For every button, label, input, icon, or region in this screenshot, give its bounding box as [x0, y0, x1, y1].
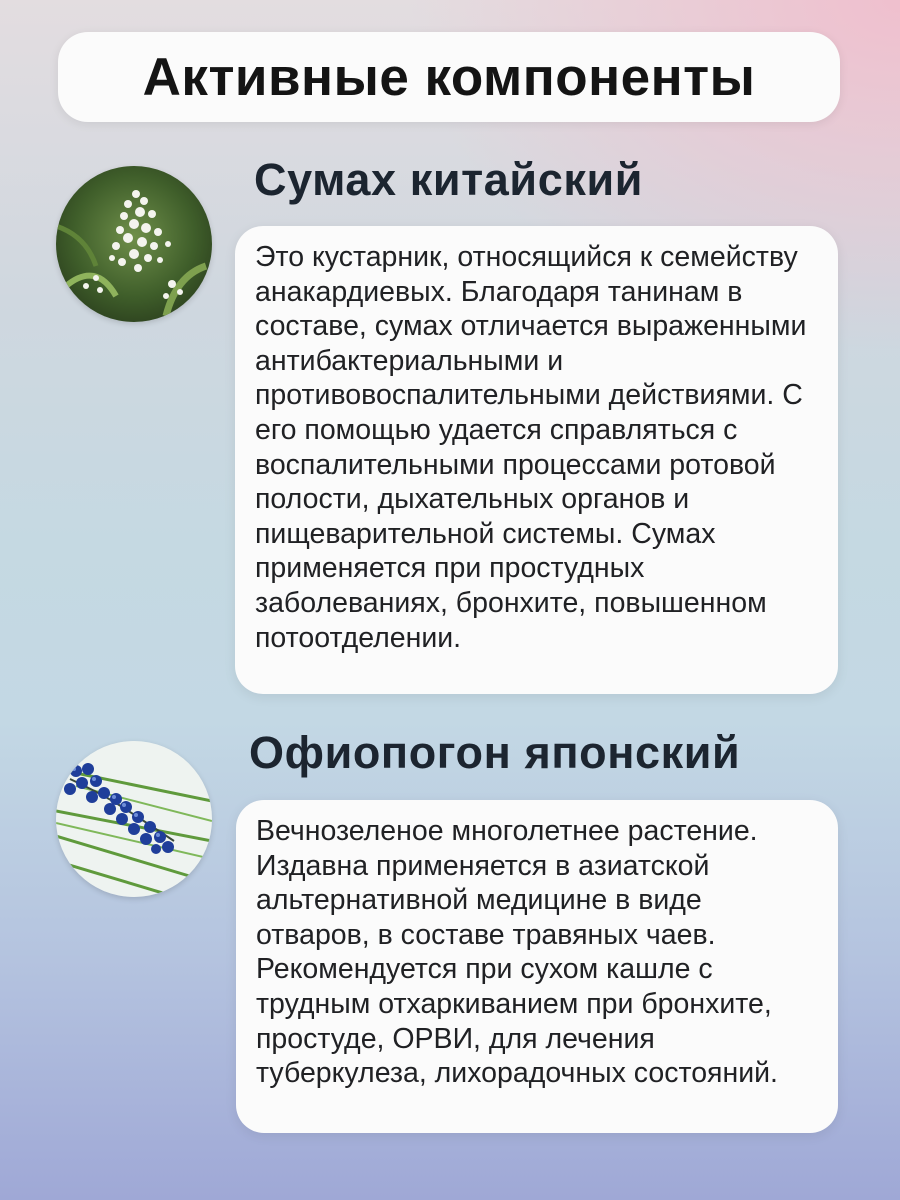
ophiopogon-description-card — [236, 800, 838, 1133]
sumac-description-card — [235, 226, 838, 694]
page-title: Активные компоненты — [142, 47, 756, 107]
section-heading-sumac: Сумах китайский — [254, 154, 643, 205]
ophiopogon-description: Вечнозеленое многолетнее растение. Издавна применяется в азиатской альтернативной медицине в виде отваров, в составе травяных чаев. Рекомендуется при сухом кашле с трудным отхаркиванием при бронхите, простуде, ОРВИ, для лечения туберкулеза, лихорадочных состояний. — [256, 815, 778, 1090]
ophiopogon-berries-photo — [56, 741, 212, 897]
section-heading-ophiopogon: Офиопогон японский — [249, 727, 741, 778]
sumac-flower-photo — [56, 166, 212, 322]
title-banner — [58, 32, 840, 122]
sumac-description: Это кустарник, относящийся к семейству анакардиевых. Благодаря танинам в составе, сумах отличается выраженными антибактериальными и противовоспалительными действиями. С его помощью удается справляться с воспалительными процессами ротовой полости, дыхательных органов и пищеварительной системы. Сумах применяется при простудных заболеваниях, бронхите, повышенном потоотделении. — [255, 241, 807, 654]
